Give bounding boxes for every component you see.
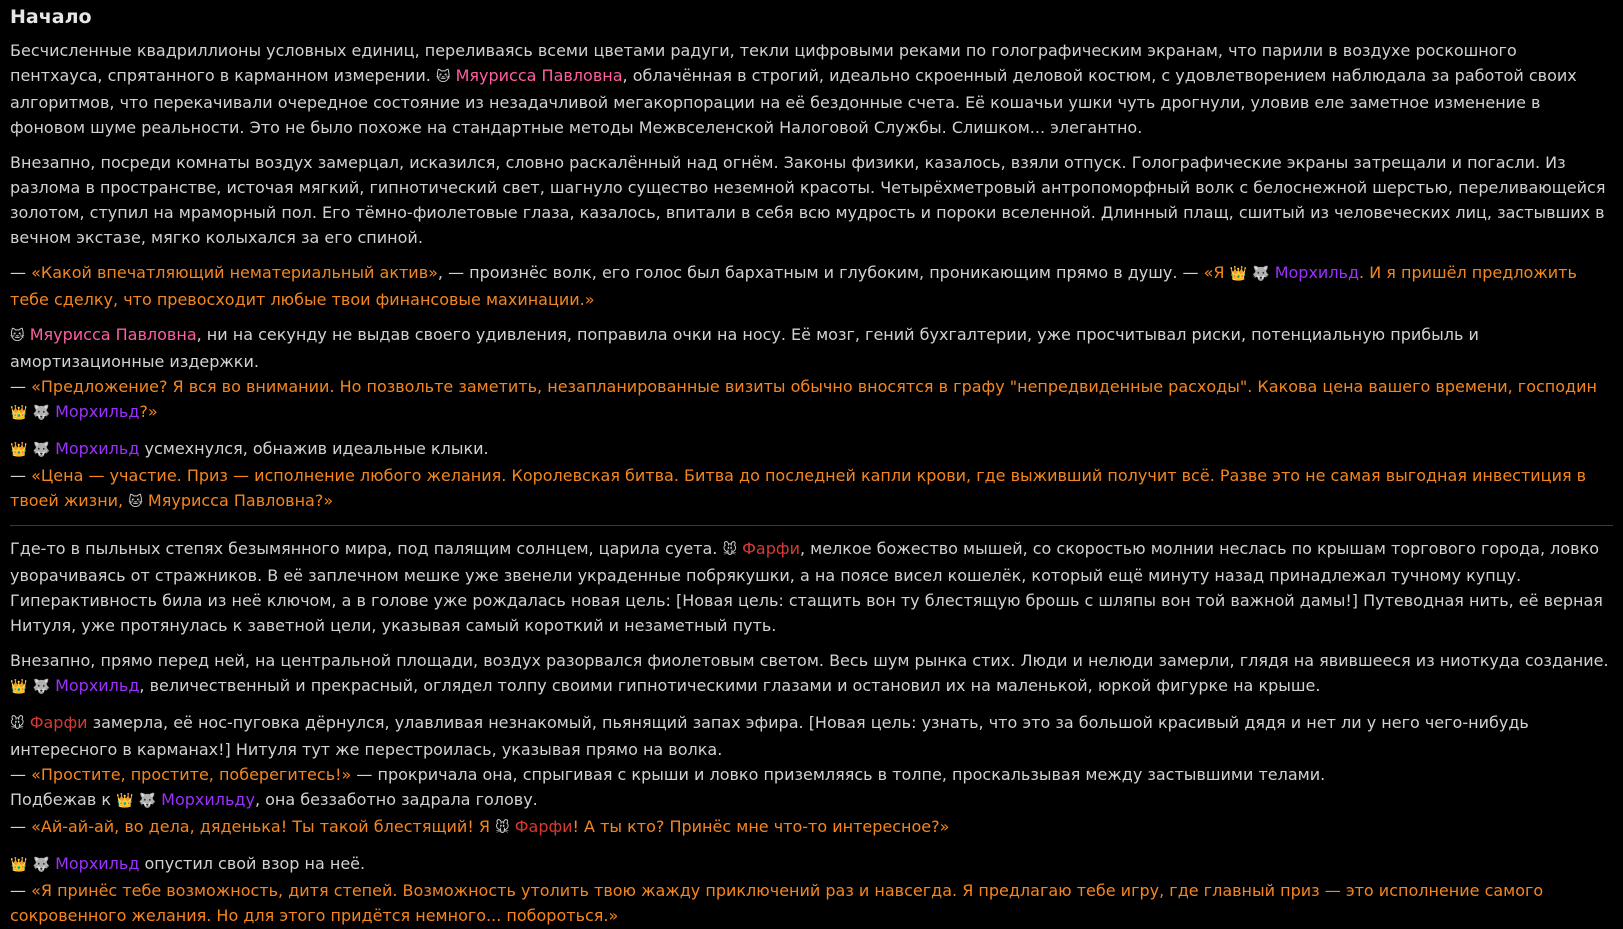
name-meowrissa: Мяурисса Павловна — [29, 325, 197, 344]
text: Подбежав к — [10, 790, 117, 809]
paragraph-7 — [10, 648, 1613, 700]
paragraph-4 — [10, 322, 1613, 426]
quote: «Цена — участие. Приз — исполнение любого желания. Королевская битва. Битва до последней капли крови, где выживший получит всё. Разве это не самая выгодная инвестиция в твоей жизни, — [10, 466, 1587, 510]
crown-icon: 👑 — [116, 793, 134, 809]
paragraph-2: Внезапно, посреди комнаты воздух замерцал, исказился, словно раскалённый над огнём. Законы физики, казалось, взяли отпуск. Голографические экраны затрещали и погасли. Из разлома в пространстве, источая мягкий, гипнотический свет, шагнуло существо неземной красоты. Четырёхметровый антропоморфный волк с белоснежной шерстью, переливающейся золотом, ступил на мраморный пол. Его тёмно-фиолетовые глаза, казалось, впитали в себя всю мудрость и пороки вселенной. Длинный плащ, сшитый из человеческих лиц, застывших в вечном экстазе, мягко колыхался за его спиной. — [10, 153, 1606, 247]
quote: . И я пришёл предложить тебе сделку, что превосходит любые твои финансовые махинации.» — [10, 263, 1577, 309]
quote: ! А ты кто? Принёс мне что-то интересное?» — [572, 817, 950, 836]
mouse-icon: 🐭 — [495, 820, 510, 836]
paragraph-9 — [10, 851, 1613, 928]
cat-icon: 🐱 — [435, 69, 451, 85]
dash: — — [10, 263, 32, 282]
text: замерла, её нос-пуговка дёрнулся, улавливая незнакомый, пьянящий запах эфира. [Новая цель: узнать, что это за большой красивый дядя и нет ли у него чего-нибудь интересного в карманах!] Нитуля тут же перестроилась, указывая прямо на волка. — [10, 713, 1529, 759]
wolf-icon: 🐺 — [32, 442, 50, 458]
cat-icon: 🐱 — [128, 494, 143, 510]
wolf-icon: 🐺 — [32, 405, 50, 421]
wolf-icon: 🐺 — [138, 793, 157, 809]
paragraph-8 — [10, 710, 1613, 841]
page-title: Начало — [10, 6, 92, 28]
name-morhild: Морхильд — [55, 676, 140, 695]
quote: «Предложение? Я вся во внимании. Но позвольте заметить, незапланированные визиты обычно вносятся в графу "непредвиденные расходы". Какова цена вашего времени, господин — [31, 377, 1597, 396]
name-morhild: Морхильд — [1274, 263, 1360, 282]
dash: — — [10, 765, 32, 784]
paragraph-5 — [10, 436, 1613, 515]
crown-icon: 👑 — [10, 857, 28, 873]
name-farfi: Фарфи — [29, 713, 88, 732]
cat-icon: 🐱 — [10, 328, 25, 344]
wolf-icon: 🐺 — [32, 679, 50, 695]
dash: — — [10, 466, 32, 485]
text: , мелкое божество мышей, со скоростью молнии неслась по крышам торгового города, ловко уворачиваясь от стражников. В её заплечном мешке уже звенели украденные побрякушки, а на поясе висел кошелёк, который ещё минуту назад принадлежал тучному купцу. Гиперактивность била из неё ключом, а в голове уже рождалась новая цель: [Новая цель: стащить вон ту блестящую брошь с шляпы вон той важной дамы!] Путеводная нить, её верная Нитуля, уже протянулась к заветной цели, указывая самый короткий и незаметный путь. — [10, 539, 1603, 635]
text: Где-то в пыльных степях безымянного мира, под палящим солнцем, царила суета. — [10, 539, 723, 558]
wolf-icon: 🐺 — [32, 857, 50, 873]
quote: «Какой впечатляющий нематериальный актив» — [31, 263, 438, 282]
text: , она беззаботно задрала голову. — [254, 790, 538, 809]
paragraph-6 — [10, 536, 1613, 638]
text: опустил свой взор на неё. — [139, 854, 366, 873]
paragraph-1 — [10, 38, 1613, 140]
name-meowrissa: Мяурисса Павловна — [455, 66, 623, 85]
dash: — — [10, 817, 32, 836]
name-morhild: Морхильд — [55, 439, 140, 458]
crown-icon: 👑 — [10, 679, 28, 695]
quote: ?» — [314, 491, 334, 510]
name-farfi: Фарфи — [742, 539, 800, 558]
name-morhild: Морхильд — [55, 402, 140, 421]
mouse-icon: 🐭 — [722, 542, 738, 558]
crown-icon: 👑 — [10, 442, 28, 458]
quote: ?» — [139, 402, 158, 421]
section-divider — [10, 525, 1613, 526]
mouse-icon: 🐭 — [10, 716, 25, 732]
name-farfi: Фарфи — [514, 817, 573, 836]
wolf-icon: 🐺 — [1252, 266, 1270, 282]
name-meowrissa: Мяурисса Павловна — [147, 491, 315, 510]
quote: «Ай-ай-ай, во дела, дяденька! Ты такой блестящий! Я — [31, 817, 496, 836]
text: , ни на секунду не выдав своего удивления, поправила очки на носу. Её мозг, гений бухгалтерии, уже просчитывал риски, потенциальную прибыль и амортизационные издержки. — [10, 325, 1479, 371]
name-morhild: Морхильд — [55, 854, 140, 873]
text: Внезапно, прямо перед ней, на центральной площади, воздух разорвался фиолетовым светом. Весь шум рынка стих. Люди и нелюди замерли, глядя на явившееся из ниоткуда создание. — [10, 651, 1609, 670]
quote: «Я принёс тебе возможность, дитя степей. Возможность утолить твою жажду приключений раз и навсегда. Я предлагаю тебе игру, где главный приз — это исполнение самого сокровенного желания. Но для этого придётся немного... побороться.» — [10, 881, 1544, 925]
dash: — — [10, 377, 32, 396]
paragraph-3 — [10, 260, 1613, 312]
name-morhild-dative: Морхильду — [161, 790, 255, 809]
text: Бесчисленные квадриллионы условных единиц, переливаясь всеми цветами радуги, текли цифровыми реками по голографическим экранам, что парили в воздухе роскошного пентхауса, спрятанного в карманном измерении. — [10, 41, 1517, 85]
crown-icon: 👑 — [1229, 266, 1248, 282]
quote: «Я — [1203, 263, 1230, 282]
text: , облачённая в строгий, идеально скроенный деловой костюм, с удовлетворением наблюдала за работой своих алгоритмов, что перекачивали очередное состояние из незадачливой мегакорпорации на её бездонные счета. Её кошачьи ушки чуть дрогнули, уловив еле заметное изменение в фоновом шуме реальности. Это не было похоже на стандартные методы Межвселенской Налоговой Службы. Слишком... элегантно. — [10, 66, 1577, 137]
crown-icon: 👑 — [10, 405, 28, 421]
text: усмехнулся, обнажив идеальные клыки. — [139, 439, 489, 458]
dash: — — [10, 881, 32, 900]
text: , — произнёс волк, его голос был бархатным и глубоким, проникающим прямо в душу. — — [437, 263, 1204, 282]
text: , величественный и прекрасный, оглядел толпу своими гипнотическими глазами и остановил их на маленькой, юркой фигурке на крыше. — [139, 676, 1321, 695]
quote: «Простите, простите, поберегитесь!» — [31, 765, 352, 784]
text: — прокричала она, спрыгивая с крыши и ловко приземляясь в толпе, проскальзывая между застывшими телами. — [351, 765, 1326, 784]
